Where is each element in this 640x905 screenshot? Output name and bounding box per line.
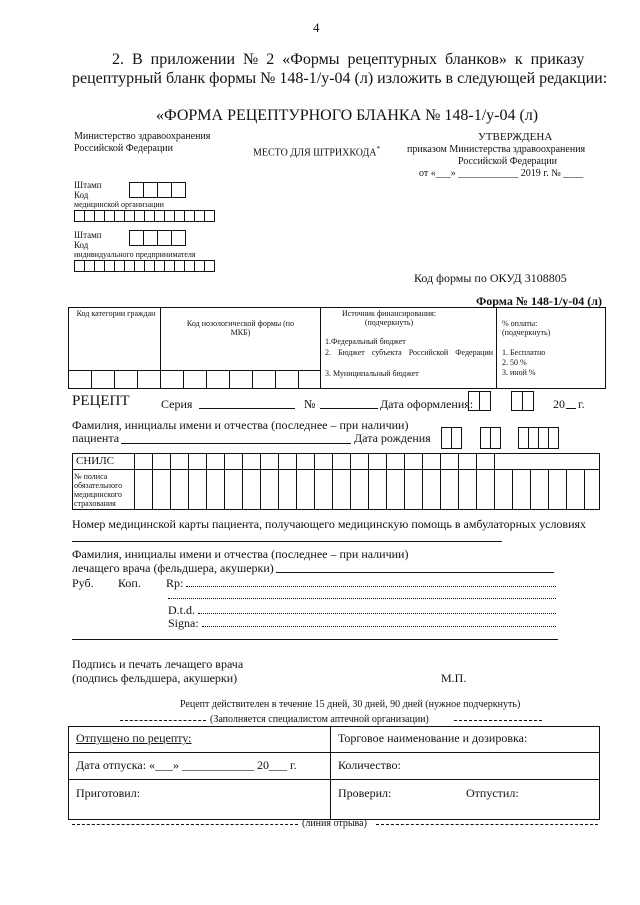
birth-day-boxes[interactable]: [441, 427, 461, 449]
approved-title: УТВЕРЖДЕНА: [478, 131, 553, 143]
intro-line-2: рецептурный бланк формы № 148-1/у-04 (л) изложить в следующей редакции:: [72, 70, 608, 87]
page-number: 4: [313, 20, 320, 35]
rp-label: Rp:: [166, 576, 184, 590]
stamp-org-number-boxes[interactable]: [74, 210, 214, 222]
okud-code: Код формы по ОКУД 3108805: [414, 271, 567, 285]
pharmacy-note: (Заполняется специалистом аптечной организации): [210, 714, 429, 725]
issue-date-label: Дата оформления:: [380, 397, 474, 411]
doctor-name-label: Фамилия, инициалы имени и отчества (последнее – при наличии): [72, 547, 409, 561]
barcode-place-mark: *: [376, 145, 381, 153]
signa-label: Signa:: [168, 616, 199, 630]
payment-item-2[interactable]: 2. 50 %: [502, 358, 527, 367]
signature-sublabel: (подпись фельдшера, акушерки): [72, 671, 238, 685]
released-label[interactable]: Отпустил:: [466, 786, 519, 800]
medical-card-field[interactable]: [72, 541, 502, 542]
stamp-org-code-boxes[interactable]: [129, 182, 185, 198]
rp-field[interactable]: [186, 586, 556, 587]
col-funding-source: Источник финансирования: (подчеркнуть): [341, 309, 437, 327]
checked-label[interactable]: Проверил:: [338, 786, 392, 800]
series-label: Серия: [161, 397, 193, 411]
date-dispensed-label[interactable]: Дата отпуска: «___» ____________ 20___ г.: [76, 758, 297, 772]
rub-label: Руб.: [72, 576, 94, 590]
birth-date-label: Дата рождения: [354, 431, 431, 445]
signature-label: Подпись и печать лечащего врача: [72, 657, 244, 671]
stamp-org-label: Штамп: [74, 180, 102, 190]
signa-field[interactable]: [202, 626, 556, 627]
ministry-line-2: Российской Федерации: [74, 143, 174, 154]
issue-year-prefix: 20: [553, 397, 565, 411]
payment-item-1[interactable]: 1. Бесплатно: [502, 348, 546, 357]
patient-name-label: Фамилия, инициалы имени и отчества (последнее – при наличии): [72, 418, 409, 432]
stamp-ip-code-label: Код: [74, 240, 89, 250]
seal-label: М.П.: [441, 671, 467, 685]
payment-item-3[interactable]: 3. иной %: [502, 368, 536, 377]
ministry-line-1: Министерство здравоохранения: [74, 131, 211, 142]
stamp-org-sublabel: медицинской организации: [74, 200, 164, 209]
series-field[interactable]: [199, 408, 295, 409]
col-payment-percent: % оплаты: (подчеркнуть): [502, 319, 551, 337]
trade-name-label[interactable]: Торговое наименование и дозировка:: [338, 731, 528, 745]
birth-month-boxes[interactable]: [480, 427, 500, 449]
validity-note: Рецепт действителен в течение 15 дней, 30 дней, 90 дней (нужное подчеркнуть): [180, 699, 521, 710]
doctor-name-field[interactable]: [276, 572, 554, 573]
stamp-ip-sublabel: индивидуального предпринимателя: [74, 250, 196, 259]
issue-year-suffix: г.: [578, 397, 585, 411]
funding-item-1[interactable]: 1.Федеральный бюджет: [325, 337, 406, 346]
doctor-label: лечащего врача (фельдшера, акушерки): [72, 561, 274, 575]
funding-item-2[interactable]: 2. Бюджет субъекта Российской Федерации: [325, 348, 493, 357]
approved-line-1: приказом Министерства здравоохранения: [407, 144, 586, 155]
medical-card-label: Номер медицинской карты пациента, получающего медицинскую помощь в амбулаторных условиях: [72, 517, 587, 531]
issue-month-boxes[interactable]: [511, 391, 533, 411]
cut-line-label: (линия отрыва): [302, 818, 367, 829]
col-citizen-category: Код категории граждан: [76, 309, 156, 318]
stamp-org-code-label: Код: [74, 190, 89, 200]
number-field[interactable]: [320, 408, 378, 409]
snils-label: СНИЛС: [76, 455, 115, 467]
funding-item-3[interactable]: 3. Муниципальный бюджет: [325, 369, 419, 378]
stamp-ip-label: Штамп: [74, 230, 102, 240]
form-number: Форма № 148-1/у-04 (л): [476, 294, 602, 308]
polis-label: № полиса обязательного медицинского страхования: [74, 472, 123, 508]
stamp-ip-number-boxes[interactable]: [74, 260, 214, 272]
patient-name-field[interactable]: [121, 443, 351, 444]
stamp-ip-code-boxes[interactable]: [129, 230, 185, 246]
barcode-place-label: МЕСТО ДЛЯ ШТРИХКОДА: [253, 147, 377, 159]
signa-line[interactable]: [72, 639, 558, 640]
rp-field-2[interactable]: [168, 598, 556, 599]
kop-label: Коп.: [118, 576, 141, 590]
quantity-label[interactable]: Количество:: [338, 758, 401, 772]
dispensed-label: Отпущено по рецепту:: [76, 731, 192, 745]
recipe-label: РЕЦЕПТ: [72, 393, 130, 409]
dtd-label: D.t.d.: [168, 603, 195, 617]
number-label: №: [304, 397, 316, 411]
barcode-place: [253, 143, 380, 159]
dtd-field[interactable]: [198, 613, 556, 614]
approved-line-2: Российской Федерации: [458, 156, 558, 167]
form-heading: «ФОРМА РЕЦЕПТУРНОГО БЛАНКА № 148-1/у-04 (л): [156, 107, 539, 124]
intro-line-1: 2. В приложении № 2 «Формы рецептурных бланков» к приказу: [112, 51, 585, 68]
prepared-label[interactable]: Приготовил:: [76, 786, 141, 800]
col-nosology-code: Код нозологической формы (по МКБ): [186, 319, 295, 337]
approved-date-line: от «___» ____________ 2019 г. № ____: [419, 168, 584, 179]
issue-day-boxes[interactable]: [468, 391, 490, 411]
patient-label: пациента: [72, 431, 120, 445]
birth-year-boxes[interactable]: [518, 427, 558, 449]
